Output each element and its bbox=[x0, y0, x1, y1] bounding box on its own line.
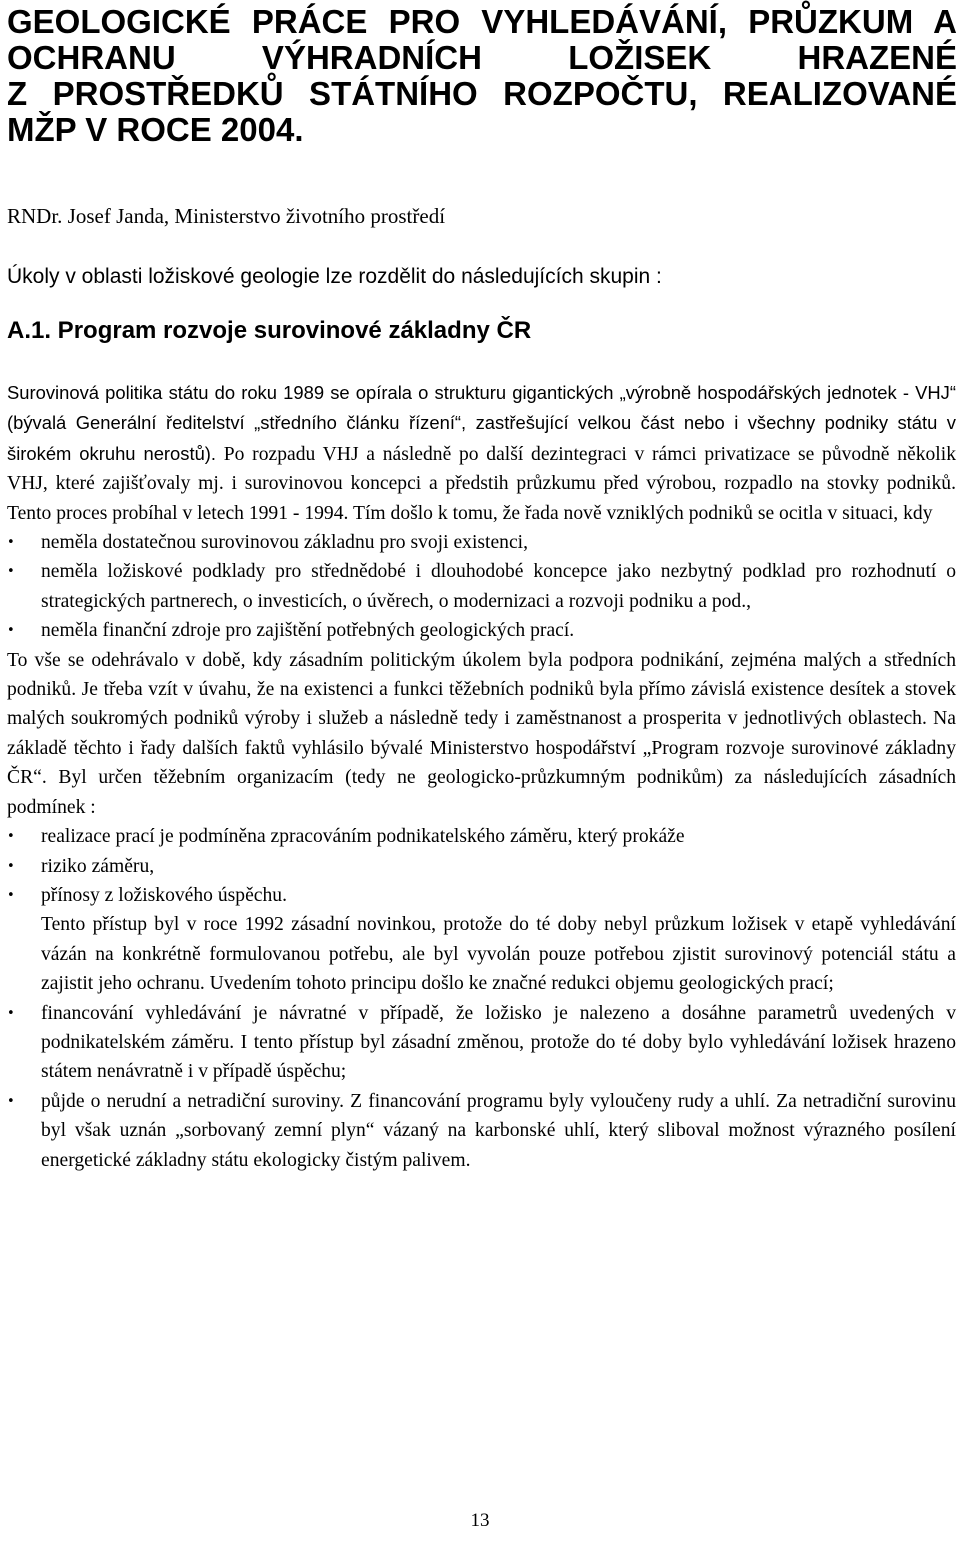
list-item-text: realizace prací je podmíněna zpracováním podnikatelského záměru, který prokáže bbox=[41, 826, 685, 848]
bullet-list-2 bbox=[7, 822, 956, 910]
title-line-3: Z PROSTŘEDKŮ STÁTNÍHO ROZPOČTU, REALIZOVANÉ bbox=[7, 75, 957, 112]
paragraph-1-sans: Surovinová politika státu do roku 1989 se opírala o strukturu gigantických „výrobně hospodářských jednotek - VHJ“ (bývalá Generální ředitelství „středního článku řízení“, zastřešující velkou část nebo i všechny podniky státu v širokém okruhu nerostů). bbox=[7, 382, 956, 464]
bullet-list-3 bbox=[7, 999, 956, 1175]
list-item bbox=[7, 557, 956, 616]
bullet-icon: • bbox=[7, 564, 15, 580]
paragraph-1-serif: Po rozpadu VHJ a následně po další dezintegraci v rámci privatizace se původně několik VHJ, které zajišťovaly mj. i surovinovou koncepci a předstih průzkumu před výrobou, rozpadlo na stovky podniků. Tento proces probíhal v letech 1991 - 1994. Tím došlo k tomu, že řada nově vzniklých podniků se ocitla v situaci, kdy bbox=[7, 443, 956, 524]
list-item-text: financování vyhledávání je návratné v případě, že ložisko je nalezeno a dosáhne parametrů uvedených v podnikatelském záměru. I tento přístup byl zásadní změnou, protože do té doby bylo vyhledávání ložisek hrazeno státem nenávratně i v případě úspěchu; bbox=[41, 1002, 956, 1083]
bullet-icon: • bbox=[7, 1093, 15, 1109]
list-item bbox=[7, 822, 956, 851]
list-item-text: neměla dostatečnou surovinovou základnu pro svoji existenci, bbox=[41, 532, 529, 554]
list-item-text: riziko záměru, bbox=[41, 855, 155, 877]
section-heading: A.1. Program rozvoje surovinové základny ČR bbox=[7, 317, 532, 344]
bullet-icon: • bbox=[7, 1005, 15, 1021]
bullet-icon: • bbox=[7, 887, 15, 903]
document-title bbox=[7, 4, 957, 148]
list-item bbox=[7, 881, 956, 910]
continuation-paragraph: Tento přístup byl v roce 1992 zásadní novinkou, protože do té doby nebyl průzkum ložisek v etapě vyhledávání vázán na konkrétně formulovanou potřebu, ale byl vyvolán pouze potřebou zjistit surovinový potenciál státu a zajistit jeho ochranu. Uvedením tohoto principu došlo ke značné redukci objemu geologických prací; bbox=[41, 914, 956, 995]
list-item bbox=[7, 999, 956, 1087]
list-item bbox=[7, 1087, 956, 1175]
list-item-text: přínosy z ložiskového úspěchu. bbox=[41, 884, 287, 906]
list-item bbox=[7, 616, 956, 645]
title-line-2: OCHRANU VÝHRADNÍCH LOŽISEK HRAZENÉ bbox=[7, 39, 957, 76]
paragraph-1 bbox=[7, 378, 956, 528]
list-item-text: neměla ložiskové podklady pro střednědobé i dlouhodobé koncepce jako nezbytný podklad pro rozhodnutí o strategických partnerech, o investicích, o úvěrech, o modernizaci a rozvoji podniku a pod., bbox=[41, 561, 956, 612]
body-text bbox=[7, 378, 956, 1175]
list-item-text: půjde o nerudní a netradiční suroviny. Z financování programu byly vyloučeny rudy a uhlí. Za netradiční surovinu byl však uznán „sorbovaný zemní plyn“ vázaný na karbonské uhlí, který sliboval možnost výrazného posílení energetické základny státu ekologicky čistým palivem. bbox=[41, 1090, 956, 1171]
bullet-icon: • bbox=[7, 858, 15, 874]
list-item bbox=[7, 852, 956, 881]
bullet-icon: • bbox=[7, 535, 15, 551]
intro-text: Úkoly v oblasti ložiskové geologie lze rozdělit do následujících skupin : bbox=[7, 265, 662, 288]
list-item-text: neměla finanční zdroje pro zajištění potřebných geologických prací. bbox=[41, 620, 575, 642]
bullet-list-1 bbox=[7, 528, 956, 646]
author-line: RNDr. Josef Janda, Ministerstvo životního prostředí bbox=[7, 204, 446, 228]
bullet-icon: • bbox=[7, 623, 15, 639]
title-line-1: GEOLOGICKÉ PRÁCE PRO VYHLEDÁVÁNÍ, PRŮZKUM A bbox=[7, 3, 957, 40]
title-line-4: MŽP V ROCE 2004. bbox=[7, 111, 304, 148]
bullet-icon: • bbox=[7, 829, 15, 845]
paragraph-2: To vše se odehrávalo v době, kdy zásadním politickým úkolem byla podpora podnikání, zejména malých a středních podniků. Je třeba vzít v úvahu, že na existenci a funkci těžebních podniků byla přímo závislá existence desítek a stovek malých soukromých podniků výroby i služeb a následně tedy i zaměstnanost a prosperita v jednotlivých oblastech. Na základě těchto i řady dalších faktů vyhlásilo bývalé Ministerstvo hospodářství „Program rozvoje surovinové základny ČR“. Byl určen těžebním organizacím (tedy ne geologicko-průzkumným podnikům) za následujících zásadních podmínek : bbox=[7, 649, 956, 818]
list-item bbox=[7, 528, 956, 557]
page-number: 13 bbox=[470, 1510, 490, 1531]
